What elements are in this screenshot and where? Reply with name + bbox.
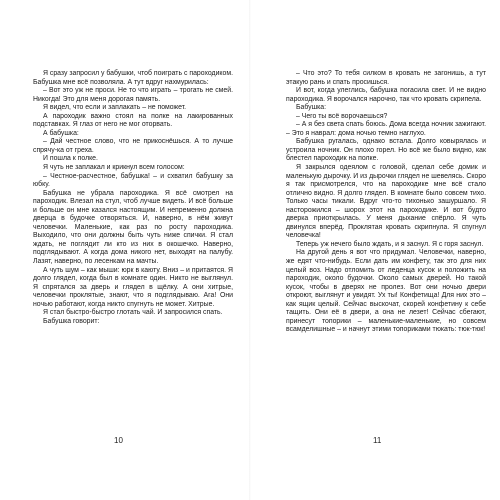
paragraph: – Что это? То тебя силком в кровать не загонишь, а тут этакую рань и спать просишься.: [286, 70, 486, 86]
paragraph: Я стал быстро-быстро глотать чай. И запросился спать.: [43, 309, 223, 317]
book-gutter: [249, 0, 251, 500]
page-number-left: 10: [114, 436, 123, 445]
paragraph: А чуть шум – как мыши: юрк в каюту. Вниз – и притаятся. Я долго глядел, когда был в комнате один. Никто не выглянул. Я спрятался за дверь и глядел в щёлку. А они хитрые, человечки проклятые, знают, что я подглядываю. Ага! Они ночью работают, когда никто спугнуть не может. Хитрые.: [33, 266, 233, 308]
paragraph: Теперь уж нечего было ждать, и я заснул. Я с горя заснул.: [296, 240, 484, 248]
paragraph: – Чего ты всё ворочаешься?: [296, 112, 388, 120]
paragraph: Бабушка не убрала пароходика. Я всё смотрел на пароходик. Влезал на стул, чтоб лучше видеть. И всё больше и больше он мне казался настоящим. И непременно должна дверца в будочке отворяться. И, наверно, в нём живут человечки. Маленькие, как раз по росту пароходика. Выходило, что они должны быть чуть ниже спички. Я стал ждать, не поглядит ли кто из них в окошечко. Наверно, подглядывают. А когда дома никого нет, выходят на палубу. Лазят, наверно, по лесенкам на мачты.: [33, 189, 233, 266]
left-page: [33, 70, 233, 326]
paragraph: И пошла к полке.: [43, 155, 98, 163]
paragraph: А бабушка:: [43, 129, 79, 137]
paragraph: Бабушка ругалась, однако встала. Долго ковырялась и устроила ночник. Он плохо горел. Но всё же было видно, как блестел пароходик на полке.: [286, 138, 486, 163]
paragraph: Я закрылся одеялом с головой, сделал себе домик и маленькую дырочку. И из дырочки глядел не шевелясь. Скоро я так присмотрелся, что на пароходике мне всё стало отлично видно. Я долго глядел. В комнате было совсем тихо. Только часы тикали. Вдруг что-то тихонько зашуршало. Я насторожился – шорох этот на пароходике. И вот будто дверка приоткрылась. У меня дыхание спёрло. Я чуть двинулся вперёд. Проклятая кровать скрипнула. Я спугнул человечка!: [286, 164, 486, 240]
paragraph: – Честное-расчестное, бабушка! – и схватил бабушку за юбку.: [33, 172, 233, 189]
right-page: [286, 70, 486, 335]
paragraph: Я видел, что если и заплакать – не поможет.: [43, 104, 187, 112]
paragraph: А пароходик важно стоял на полке на лакированных подставках. Я глаз от него не мог оторвать.: [33, 112, 233, 129]
paragraph: На другой день я вот что придумал. Человечки, наверно, же едят что-нибудь. Если дать им конфету, так это для них целый воз. Надо отломить от леденца кусок и положить на пароходик, около будочки. Около самых дверей. Но такой кусок, чтобы в дверях не пролез. Вот они ночью двери откроют, выглянут и увидят. Ух ты! Конфетища! Для них это – как ящик целый. Сейчас выскочат, скорей конфетину к себе тащить. Они её в двери, а она не лезет! Сейчас сбегают, принесут топорики – маленькие-маленькие, но совсем всамделишные – и начнут этими топориками тюкать: тюк-тюк!: [286, 249, 486, 334]
paragraph: Я чуть не заплакал и крикнул всем голосом:: [43, 164, 185, 172]
paragraph: – Вот это уж не проси. Не то что играть – трогать не смей. Никогда! Это для меня дорогая память.: [33, 87, 233, 103]
page-number-right: 11: [373, 436, 382, 445]
paragraph: Бабушка:: [296, 104, 327, 112]
paragraph: Я сразу запросил у бабушки, чтоб поиграть с пароходиком. Бабушка мне всё позволяла. А тут вдруг нахмурилась:: [33, 70, 233, 86]
paragraph: Бабушка говорит:: [43, 317, 100, 325]
paragraph: – Дай честное слово, что не прикоснёшься. А то лучше спрячу-ка от греха.: [33, 138, 233, 154]
paragraph: – А я без света спать боюсь. Дома всегда ночник зажигают. – Это я наврал: дома ночью темно наглухо.: [286, 121, 486, 137]
paragraph: И вот, когда улеглись, бабушка погасила свет. И не видно пароходика. Я ворочался нарочно, так что кровать скрипела.: [286, 87, 486, 103]
